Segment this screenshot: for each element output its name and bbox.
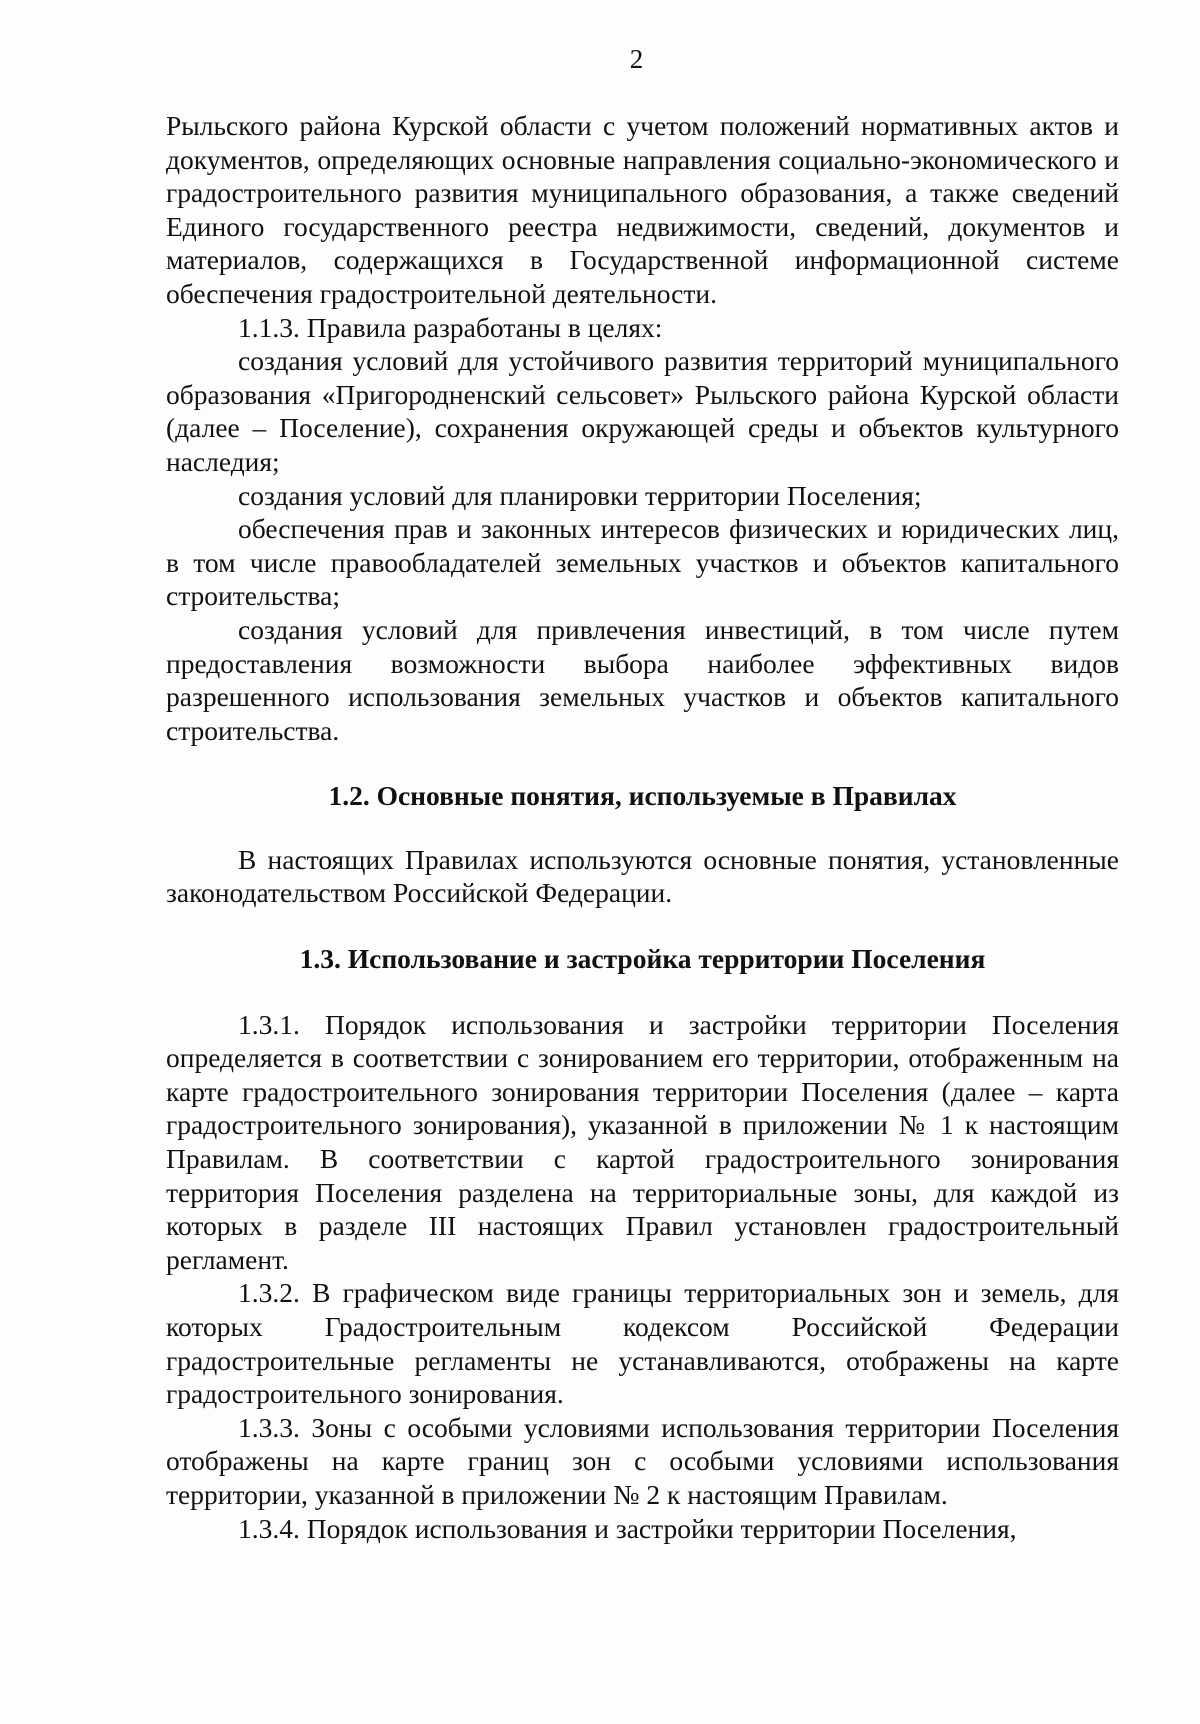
goal-item-4: создания условий для привлечения инвестиций, в том числе путем предоставления возможности выбора наиболее эффективных видов разрешенного использования земельных участков и объектов капитального строительства. <box>166 613 1119 746</box>
goal-item-3: обеспечения прав и законных интересов физических и юридических лиц, в том числе правообладателей земельных участков и объектов капитального строительства; <box>166 513 1119 612</box>
paragraph-1-3-3: 1.3.3. Зоны с особыми условиями использования территории Поселения отображены на карте границ зон с особыми условиями использования территории, указанной в приложении № 2 к настоящим Правилам. <box>166 1411 1119 1510</box>
document-body <box>166 109 1119 1545</box>
goal-item-1: создания условий для устойчивого развития территорий муниципального образования «Пригородненский сельсовет» Рыльского района Курской области (далее – Поселение), сохранения окружающей среды и объектов культурного наследия; <box>166 345 1119 477</box>
page-number: 2 <box>629 44 644 74</box>
paragraph-1-2-text: В настоящих Правилах используются основные понятия, установленные законодательством Российской Федерации. <box>166 843 1119 909</box>
paragraph-1-3-1: 1.3.1. Порядок использования и застройки территории Поселения определяется в соответствии с зонированием его территории, отображенным на карте градостроительного зонирования территории Поселения (далее – карта градостроительного зонирования), указанной в приложении № 1 к настоящим Правилам. В соответствии с картой градостроительного зонирования территория Поселения разделена на территориальные зоны, для каждой из которых в разделе III настоящих Правил установлен градостроительный регламент. <box>166 1008 1119 1275</box>
paragraph-1-1-3: 1.1.3. Правила разработаны в целях: <box>238 311 663 343</box>
goal-item-2: создания условий для планировки территории Поселения; <box>238 479 922 511</box>
section-heading-1-2: 1.2. Основные понятия, используемые в Правилах <box>328 780 957 812</box>
paragraph-continuation: Рыльского района Курской области с учетом положений нормативных актов и документов, определяющих основные направления социально-экономического и градостроительного развития муниципального образования, а также сведений Единого государственного реестра недвижимости, сведений, документов и материалов, содержащихся в Государственной информационной системе обеспечения градостроительной деятельности. <box>166 110 1119 309</box>
paragraph-1-3-4: 1.3.4. Порядок использования и застройки территории Поселения, <box>238 1512 1017 1544</box>
paragraph-1-3-2: 1.3.2. В графическом виде границы территориальных зон и земель, для которых Градостроительным кодексом Российской Федерации градостроительные регламенты не устанавливаются, отображены на карте градостроительного зонирования. <box>166 1277 1119 1410</box>
section-heading-1-3: 1.3. Использование и застройка территории Поселения <box>299 943 986 975</box>
